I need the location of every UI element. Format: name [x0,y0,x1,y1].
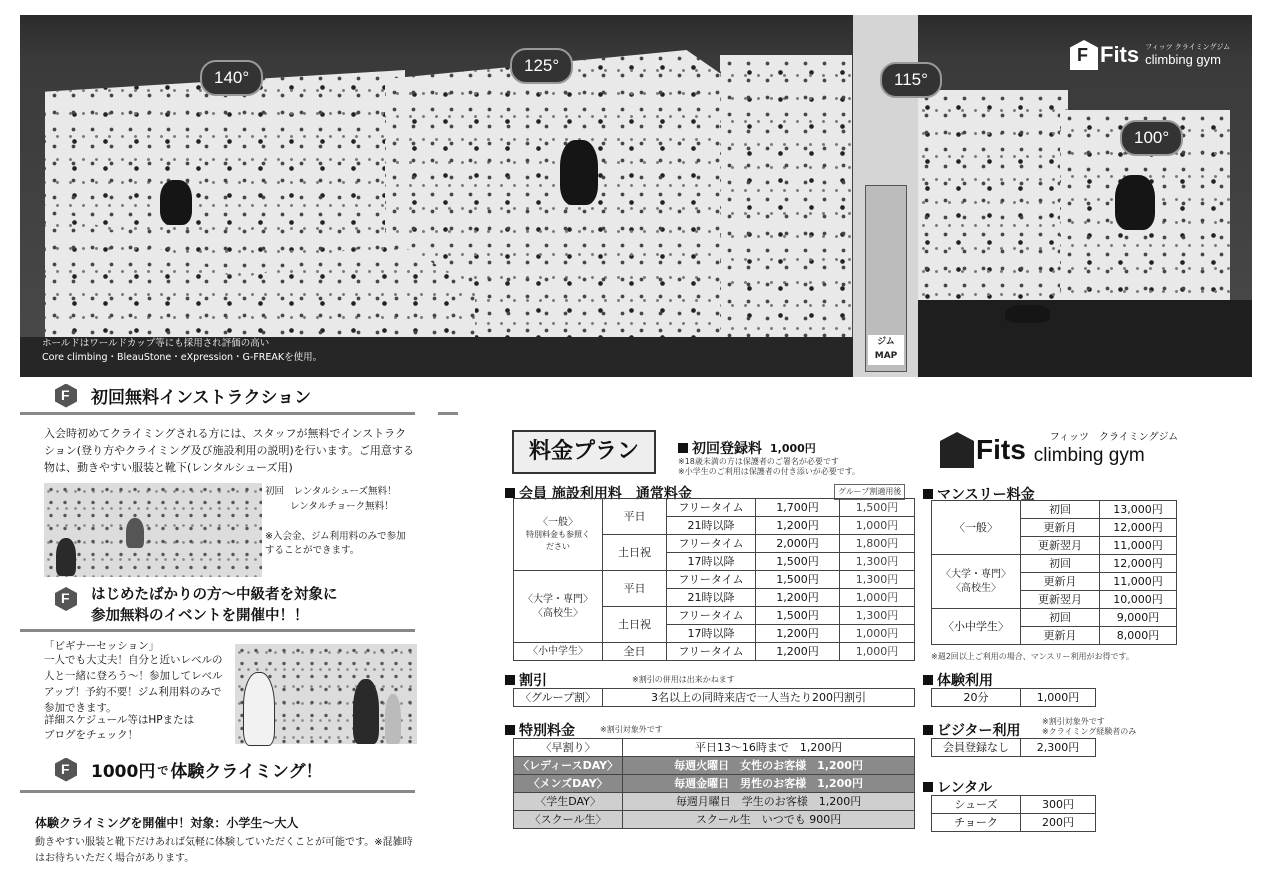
special-note: ※割引対象外です [600,725,663,734]
trial-use-table [931,688,1096,707]
category-cell: 〈小中学生〉 [514,643,603,661]
time-cell: フリータイム [667,643,756,661]
visitor-table [931,738,1096,757]
type-cell: 初回 [1021,609,1100,627]
day-cell: 土日祝 [603,607,667,643]
group-price-cell: 1,000円 [840,589,915,607]
table-row [514,739,915,757]
price-cell: 11,000円 [1100,573,1177,591]
special-text: 毎週火曜日 女性のお客様 1,200円 [623,757,915,775]
special-label: 〈レディースDAY〉 [514,757,623,775]
discount-note: ※割引の併用は出来かねます [632,675,735,684]
visitor-note: ※クライミング経験者のみ [1042,727,1137,736]
monthly-price-table [931,500,1177,645]
table-row [932,796,1096,814]
climber [160,180,192,225]
table-row [514,689,915,707]
registration-heading [678,438,816,458]
visitor-label: 会員登録なし [932,739,1021,757]
special-heading: 特別料金 [505,720,575,740]
trial-title-a: 1000円 [91,762,156,782]
price-cell: 1,700円 [756,499,840,517]
group-price-cell: 1,300円 [840,607,915,625]
free-rental-shoes: 初回 レンタルシューズ無料！ [265,486,397,497]
price-cell: 2,000円 [756,535,840,553]
rental-price: 300円 [1021,796,1096,814]
category-label: 〈一般〉 [538,516,578,528]
table-row [932,501,1177,519]
trial-price: 1,000円 [1021,689,1096,707]
trial-use-heading: 体験利用 [923,670,993,690]
time-cell: フリータイム [667,499,756,517]
fits-hex-icon [55,384,77,408]
caption-line: Core climbing・BleauStone・eXpression・G-FREAKを使用。 [42,352,323,363]
group-price-cell: 1,000円 [840,625,915,643]
table-row [932,739,1096,757]
wall-115 [898,90,1068,320]
fits-hex-icon [55,587,77,611]
registration-note: ※小学生のご利用は保護者の付き添いが必要です。 [678,467,861,476]
event-title-line: 参加無料のイベントを開催中！！ [91,608,309,624]
type-cell: 更新月 [1021,627,1100,645]
group-price-cell: 1,300円 [840,571,915,589]
type-cell: 更新翌月 [1021,537,1100,555]
person [353,679,379,744]
instruction-title: 初回無料インストラクション [91,388,312,408]
fits-logo-icon [1070,40,1098,70]
free-rental-chalk: レンタルチョーク無料！ [290,501,394,512]
table-row [514,811,915,829]
banner-logo-sub: climbing gym [1145,52,1221,67]
photo-caption [42,337,322,365]
event-title-line: はじめたばかりの方～中級者を対象に [91,587,338,603]
day-cell: 平日 [603,499,667,535]
divider [20,790,415,793]
group-price-cell: 1,800円 [840,535,915,553]
gym-map-tag: ジムMAP [868,335,904,365]
trial-title-c: 体験クライミング！ [170,762,323,782]
group-price-cell: 1,300円 [840,553,915,571]
instruction-note: ※入会金、ジム利用料のみで参加することができます。 [265,531,406,556]
wall-125-right [720,55,852,340]
logo-text: Fits [976,434,1026,465]
rental-item: チョーク [932,814,1021,832]
time-cell: フリータイム [667,607,756,625]
fits-logo [940,432,1178,468]
time-cell: 17時以降 [667,553,756,571]
crash-mat [890,300,1252,377]
special-label: 〈学生DAY〉 [514,793,623,811]
visitor-price: 2,300円 [1021,739,1096,757]
rental-table [931,795,1096,832]
divider [438,412,458,415]
table-row [514,499,915,517]
angle-badge: 100° [1120,120,1183,156]
divider [20,412,415,415]
banner-logo-text: Fits [1100,42,1140,67]
monthly-heading: マンスリー料金 [923,484,1035,504]
price-cell: 1,500円 [756,553,840,571]
group-price-cell: 1,000円 [840,517,915,535]
type-cell: 更新月 [1021,519,1100,537]
group-price-cell: 1,000円 [840,643,915,661]
trial-line1: 体験クライミングを開催中！対象：小学生～大人 [35,816,299,830]
discount-heading: 割引 [505,670,547,690]
price-cell: 1,200円 [756,643,840,661]
trial-time: 20分 [932,689,1021,707]
plan-title: 料金プラン [512,430,656,474]
event-text: 一人でも大丈夫！自分と近いレベルの人と一緒に登ろう～！参加してレベルアップ！予約不要！ジム利用料のみで参加できます。 [44,654,223,714]
angle-badge: 140° [200,60,263,96]
caption-line: ホールドはワールドカップ等にも採用され評価の高い [42,338,270,349]
climber [1115,175,1155,230]
logo-sub: climbing gym [1033,445,1145,466]
logo-kana: フィッツ クライミングジム [1049,432,1179,443]
day-cell: 平日 [603,571,667,607]
time-cell: 17時以降 [667,625,756,643]
price-cell: 1,500円 [756,607,840,625]
special-text: 毎週金曜日 男性のお客様 1,200円 [623,775,915,793]
instruction-photo [44,483,262,577]
registration-note: ※18歳未満の方は保護者のご署名が必要です [678,457,839,466]
registration-fee: 1,000円 [770,442,816,455]
time-cell: フリータイム [667,571,756,589]
price-cell: 1,500円 [756,571,840,589]
rental-price: 200円 [1021,814,1096,832]
type-cell: 更新翌月 [1021,591,1100,609]
table-row [514,643,915,661]
price-cell: 1,200円 [756,517,840,535]
table-row [514,757,915,775]
price-cell: 1,200円 [756,625,840,643]
banner-logo-kana: フィッツ クライミングジム [1145,43,1231,51]
price-cell: 8,000円 [1100,627,1177,645]
instruction-text: 入会時初めてクライミングされる方には、スタッフが無料でインストラクション(登り方やクライミング及び施設利用の説明)を行います。ご用意する物は、動きやすい服装と靴下(レンタルシューズ用) [44,427,414,474]
visitor-note: ※割引対象外です [1042,717,1105,726]
special-label: 〈スクール生〉 [514,811,623,829]
price-cell: 12,000円 [1100,519,1177,537]
trial-title-b: で [157,763,169,777]
type-cell: 更新月 [1021,573,1100,591]
member-price-table [513,498,915,661]
table-row [514,571,915,589]
price-cell: 1,200円 [756,589,840,607]
fits-logo-icon [940,432,974,468]
angle-badge: 125° [510,48,573,84]
trial-line2: 動きやすい服装と靴下だけあれば気軽に体験していただくことが可能です。※混雑時はお待ちいただく場合があります。 [35,837,413,864]
registration-label: 初回登録料 [692,441,762,457]
time-cell: 21時以降 [667,517,756,535]
day-cell: 土日祝 [603,535,667,571]
category-note: 特別料金も参照ください [526,529,590,551]
event-heading [55,585,338,627]
table-row [514,775,915,793]
price-cell: 12,000円 [1100,555,1177,573]
category-cell: 〈一般〉 [932,501,1021,555]
person [126,518,144,548]
rental-heading: レンタル [923,777,992,797]
price-cell: 9,000円 [1100,609,1177,627]
special-label: 〈早割り〉 [514,739,623,757]
time-cell: 21時以降 [667,589,756,607]
special-text: スクール生 いつでも 900円 [623,811,915,829]
climber [560,140,598,205]
price-cell: 13,000円 [1100,501,1177,519]
trial-heading [55,757,322,782]
banner-logo [1070,40,1230,70]
monthly-note: ※週2回以上ご利用の場合、マンスリー利用がお得です。 [931,652,1134,661]
table-row [932,689,1096,707]
table-row [932,609,1177,627]
angle-badge: 115° [880,62,942,98]
visitor-heading: ビジター利用 [923,720,1020,740]
discount-label: 〈グループ割〉 [514,689,603,707]
day-cell: 全日 [603,643,667,661]
price-cell: 11,000円 [1100,537,1177,555]
special-price-table [513,738,915,829]
special-text: 平日13～16時まで 1,200円 [623,739,915,757]
type-cell: 初回 [1021,501,1100,519]
special-text: 毎週月曜日 学生のお客様 1,200円 [623,793,915,811]
discount-table [513,688,915,707]
climber [1005,305,1050,323]
price-cell: 10,000円 [1100,591,1177,609]
category-cell: 〈大学・専門〉〈高校生〉 [932,555,1021,609]
table-row [932,814,1096,832]
member-heading: 会員 施設利用料 通常料金 [505,483,692,503]
divider [20,629,415,632]
instruction-heading [55,383,311,408]
person [56,538,76,576]
category-cell: 〈大学・専門〉〈高校生〉 [514,571,603,643]
session-name: 「ビギナーセッション」 [44,640,160,652]
event-photo [235,644,417,744]
fits-hex-icon [55,758,77,782]
category-cell: 〈小中学生〉 [932,609,1021,645]
type-cell: 初回 [1021,555,1100,573]
discount-text: 3名以上の同時来店で一人当たり200円割引 [603,689,915,707]
category-cell [514,499,603,571]
event-detail: 詳細スケジュール等はHPまたはブログをチェック！ [44,714,195,741]
special-label: 〈メンズDAY〉 [514,775,623,793]
time-cell: フリータイム [667,535,756,553]
group-header: グループ割適用後 [834,484,905,500]
rental-item: シューズ [932,796,1021,814]
person [385,694,401,744]
table-row [514,793,915,811]
person [243,672,275,746]
table-row [932,555,1177,573]
gym-photo-banner [20,15,1252,377]
group-price-cell: 1,500円 [840,499,915,517]
